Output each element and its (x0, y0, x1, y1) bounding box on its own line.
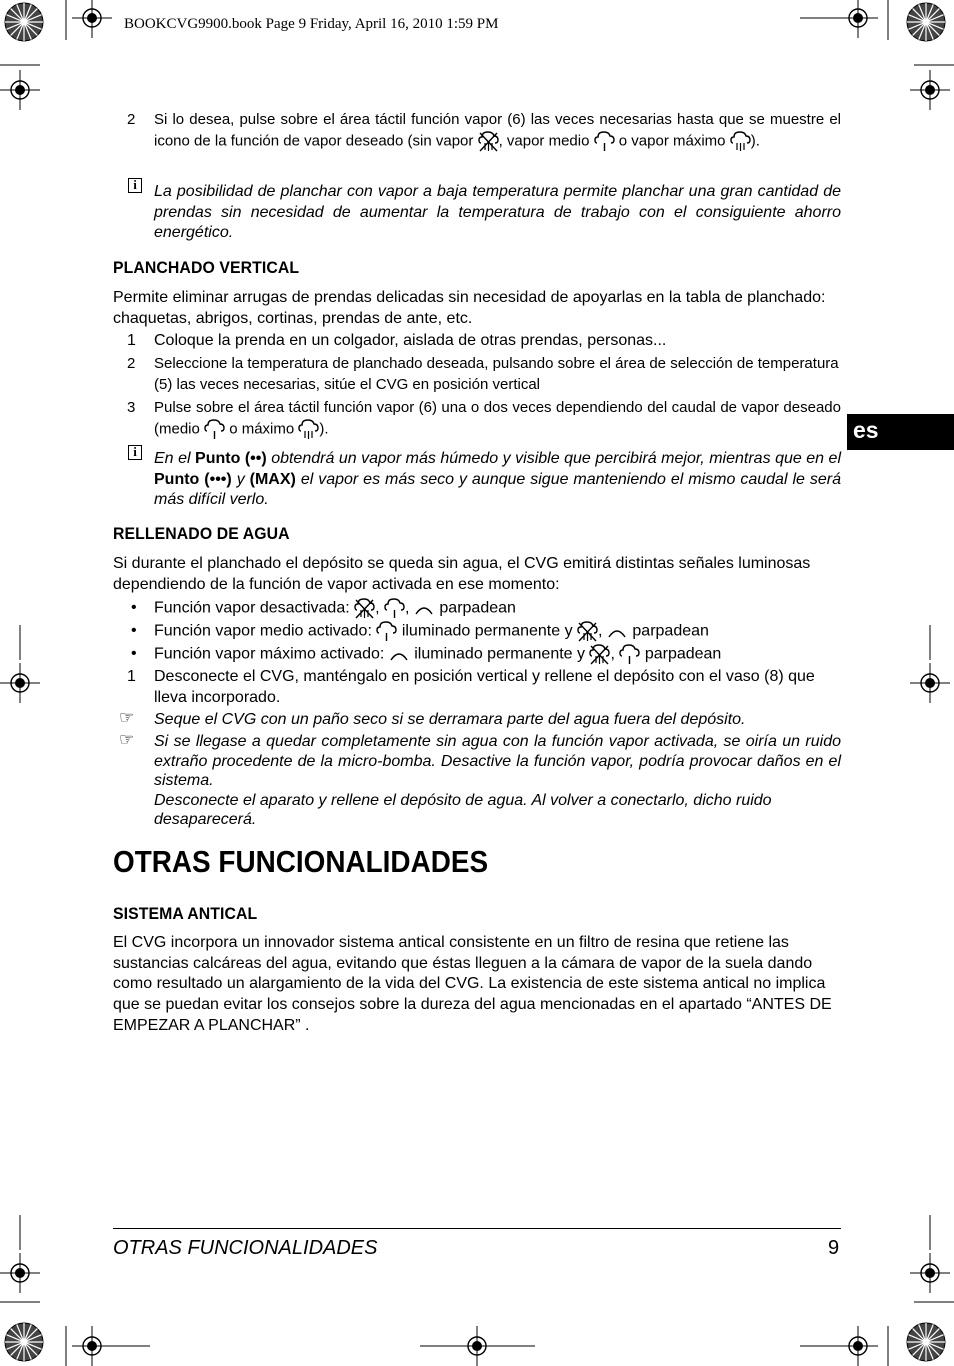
step-text: ). (319, 419, 329, 437)
language-tab: es (847, 414, 954, 450)
step-number: 1 (127, 668, 136, 685)
medium-steam-icon (204, 419, 225, 440)
note-low-temp-steam: La posibilidad de planchar con vapor a baja temperatura permite planchar una gran cantidad de prendas sin necesidad de aumentar la temperatura de trabajo con el consiguiente ahorro energético. (154, 183, 841, 241)
note-bold: Punto (••) (195, 450, 267, 467)
registration-mark-icon (0, 1253, 40, 1293)
section-heading-refill: RELLENADO DE AGUA (113, 524, 290, 543)
medium-steam-icon (594, 131, 615, 152)
max-steam-icon (730, 131, 751, 152)
step-text: Pulse sobre el área táctil función vapor (6) una o dos veces dependiendo del caudal de vapor deseado (medio (154, 399, 841, 437)
step-number: 2 (127, 111, 136, 128)
note-text: obtendrá un vapor más húmedo y visible que percibirá mejor, mientras que en el (271, 450, 841, 467)
max-steam-icon (389, 646, 410, 664)
bullet-text: Función vapor desactivada: (154, 599, 350, 617)
refill-intro: Si durante el planchado el depósito se queda sin agua, el CVG emitirá distintas señales luminosas dependiendo de la función de vapor activada en ese momento: (113, 555, 811, 593)
step-text: Coloque la prenda en un colgador, aislada de otras prendas, personas... (154, 332, 667, 349)
note-text: el vapor es más seco y aunque sigue manteniendo el mismo caudal le será más difícil verlo. (154, 470, 841, 508)
print-color-wheel-icon (907, 3, 945, 41)
tip-text: Desconecte el aparato y rellene el depósito de agua. Al volver a conectarlo, dicho ruido desaparecerá. (154, 791, 772, 828)
tip-text: Si se llegase a quedar completamente sin agua con la función vapor activada, se oiría un ruido extraño procedente de la micro-bomba. Desactive la función vapor, podría provocar daños en el sistema. (154, 733, 841, 789)
step-text: ). (750, 131, 760, 149)
page-number: 9 (828, 1237, 840, 1259)
registration-mark-icon (838, 0, 878, 38)
note-steam-points (154, 449, 841, 511)
separator: , (598, 622, 603, 640)
section-heading-vertical: PLANCHADO VERTICAL (113, 258, 300, 277)
print-color-wheel-icon (907, 1323, 945, 1361)
max-steam-icon (298, 419, 319, 440)
note-bold: Punto (•••) (154, 470, 232, 488)
no-steam-icon (354, 598, 375, 619)
separator: , (375, 599, 380, 617)
step-number: 3 (127, 399, 136, 416)
bullet: • (131, 645, 137, 662)
bullet-text: Función vapor medio activado: (154, 622, 372, 640)
footer-rule (113, 1228, 841, 1229)
vertical-intro: Permite eliminar arrugas de prendas delicadas sin necesidad de apoyarlas en la tabla de planchado: chaquetas, abrigos, cortinas, prendas de ante, etc. (113, 289, 826, 327)
registration-mark-icon (910, 70, 950, 110)
max-steam-icon (607, 623, 628, 641)
step-text: , vapor medio (498, 131, 590, 149)
info-icon: i (128, 445, 142, 460)
medium-steam-icon (619, 644, 640, 665)
registration-mark-icon (72, 0, 112, 38)
no-steam-icon (577, 621, 598, 642)
bullet-text: iluminado permanente y (401, 622, 573, 640)
step-text: Seleccione la temperatura de planchado deseada, pulsando sobre el área de selección de temperatura (5) las veces necesarias, sitúe el CVG en posición vertical (154, 355, 839, 393)
print-file-header: BOOKCVG9900.book Page 9 Friday, April 16, 2010 1:59 PM (124, 16, 499, 32)
max-steam-icon (414, 600, 435, 618)
separator: , (610, 645, 615, 663)
pointing-hand-icon: ☞ (119, 730, 135, 749)
registration-mark-icon (0, 663, 40, 703)
antical-body: El CVG incorpora un innovador sistema antical consistente en un filtro de resina que retiene las sustancias calcáreas del agua, evitando que éstas lleguen a la cámara de vapor de la suela dando como resultado un alargamiento de la vida del CVG. La existencia de este sistema antical no implica que se puedan evitar los consejos sobre la dureza del agua mencionadas en el apartado “ANTES DE EMPEZAR A PLANCHAR” . (113, 934, 832, 1034)
print-color-wheel-icon (5, 1323, 43, 1361)
step-text: máximo (673, 131, 726, 149)
note-text: y (236, 470, 245, 488)
bullet: • (131, 622, 137, 639)
registration-mark-icon (457, 1326, 497, 1366)
registration-mark-icon (838, 1326, 878, 1366)
bullet-text: parpadean (644, 645, 722, 663)
bullet-text: iluminado permanente y (414, 645, 585, 663)
main-heading: OTRAS FUNCIONALIDADES (113, 844, 489, 879)
pointing-hand-icon: ☞ (119, 708, 135, 727)
separator: , (405, 599, 410, 617)
footer-title: OTRAS FUNCIONALIDADES (113, 1237, 378, 1259)
medium-steam-icon (384, 598, 405, 619)
info-icon: i (128, 178, 142, 193)
step-text: Si lo desea, pulse sobre el área táctil función vapor (6) las veces necesarias hasta que se muestre el icono de la función de vapor deseado (sin vapor (154, 111, 841, 149)
registration-mark-icon (0, 70, 40, 110)
tip-no-water (154, 732, 841, 830)
registration-mark-icon (910, 663, 950, 703)
no-steam-icon (589, 644, 610, 665)
bullet-text: Función vapor máximo activado: (154, 645, 385, 663)
step-text: o máximo (229, 419, 295, 437)
tip-wipe: Seque el CVG con un paño seco si se derramara parte del agua fuera del depósito. (154, 711, 746, 728)
section-heading-antical: SISTEMA ANTICAL (113, 904, 258, 923)
bullet: • (131, 599, 137, 616)
print-color-wheel-icon (5, 3, 43, 41)
registration-mark-icon (72, 1326, 112, 1366)
step-text: o vapor (618, 131, 669, 149)
step-number: 1 (127, 332, 136, 349)
note-bold: (MAX) (249, 470, 296, 488)
bullet-text: parpadean (439, 599, 516, 617)
registration-mark-icon (910, 1253, 950, 1293)
step-text: Desconecte el CVG, manténgalo en posición vertical y rellene el depósito con el vaso (8) que lleva incorporado. (154, 668, 815, 706)
medium-steam-icon (376, 621, 397, 642)
note-text: En el (154, 450, 191, 467)
bullet-text: parpadean (632, 622, 709, 640)
step-number: 2 (127, 355, 136, 372)
no-steam-icon (478, 131, 499, 152)
